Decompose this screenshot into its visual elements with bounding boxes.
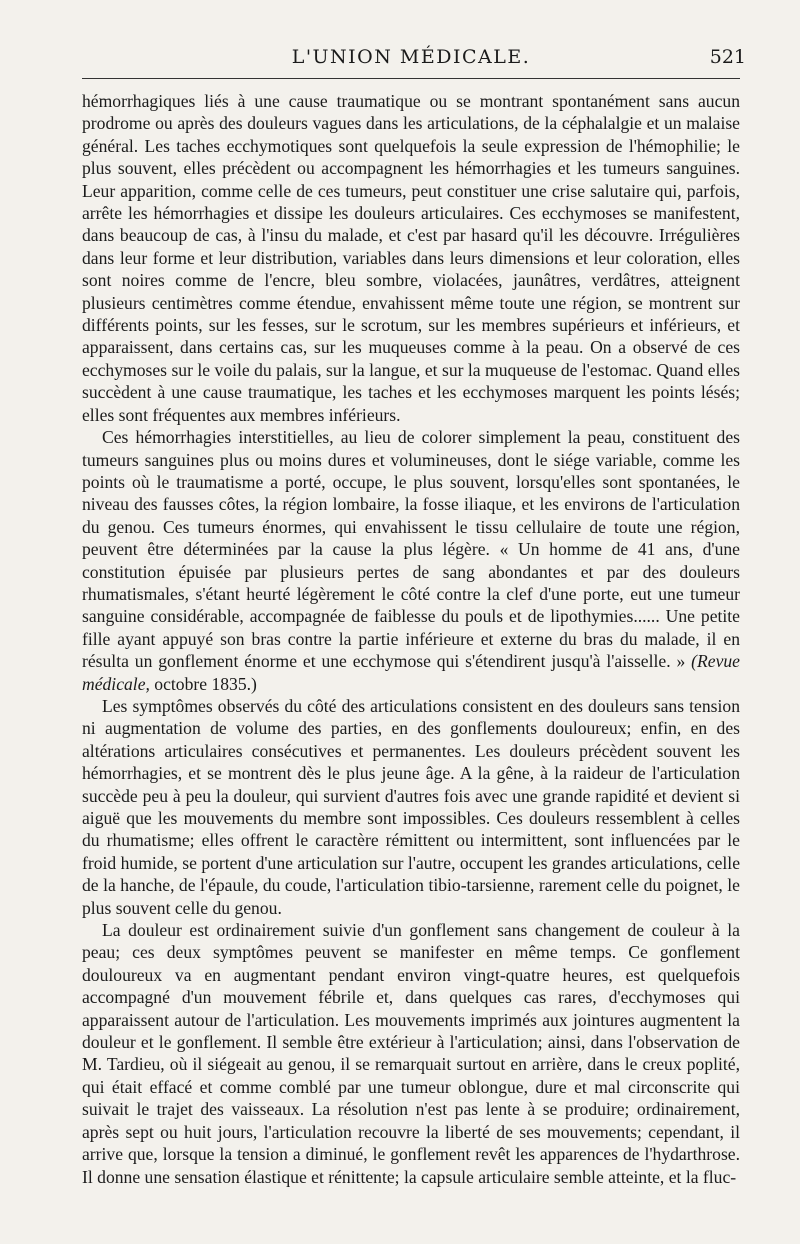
- body-text: [82, 90, 740, 1188]
- paragraph: [82, 695, 740, 919]
- paragraph: [82, 426, 740, 695]
- paragraph: [82, 90, 740, 426]
- paragraph-text: La douleur est ordinairement suivie d'un gonflement sans changement de couleur à la peau; ces deux symptômes peuvent se manifester en même temps. Ce gonflement douloureux va en augmentant pendant environ vingt-quatre heures, est quelquefois accompagné d'un mouvement fébrile et, dans quelques cas rares, d'ecchymoses qui apparaissent autour de l'articulation. Les mouvements imprimés aux jointures augmentent la douleur et le gonflement. Il semble être extérieur à l'articulation; ainsi, dans l'observation de M. Tardieu, où il siégeait au genou, il se remarquait surtout en arrière, dans le creux poplité, qui était effacé et comme comblé par une tumeur oblongue, dure et mal circonscrite qui suivait le trajet des vaisseaux. La résolution n'est pas lente à se produire; ordinairement, après sept ou huit jours, l'articulation recouvre la liberté de ses mouvements; cependant, il arrive que, lorsque la tension a diminué, le gonflement revêt les apparences de l'hydarthrose. Il donne une sensation élastique et rénittente; la capsule articulaire semble atteinte, et la fluc-: [82, 920, 740, 1187]
- running-head: [82, 0, 746, 72]
- citation-journal: (Revue médicale,: [82, 651, 740, 694]
- page-title: L'UNION MÉDICALE.: [291, 46, 531, 68]
- paragraph: [82, 919, 740, 1188]
- citation-date: octobre 1835.): [149, 673, 257, 694]
- page-number: 521: [709, 46, 746, 68]
- header-rule: [82, 78, 740, 79]
- paragraph-text: Ces hémorrhagies interstitielles, au lieu de colorer simplement la peau, constituent des tumeurs sanguines plus ou moins dures et volumineuses, dont le siége variable, comme les points où le traumatisme a porté, occupe, le plus souvent, lorsqu'elles sont spontanées, le niveau des fausses côtes, la région lombaire, la fosse iliaque, et les environs de l'articulation du genou. Ces tumeurs énormes, qui envahissent le tissu cellulaire de toute une région, peuvent être déterminées par la cause la plus légère. « Un homme de 41 ans, d'une constitution épuisée par plusieurs pertes de sang abondantes et par des douleurs rhumatismales, s'étant heurté légèrement le côté contre la clef d'une porte, eut une tumeur sanguine considérable, accompagnée de faiblesse du pouls et de lipothymies...... Une petite fille ayant appuyé son bras contre la partie inférieure et externe du bras du malade, il en résulta un gonflement énorme et une ecchymose qui s'étendirent jusqu'à l'aisselle. »: [82, 427, 740, 672]
- paragraph-text: Les symptômes observés du côté des articulations consistent en des douleurs sans tension ni augmentation de volume des parties, en des gonflements douloureux; enfin, en des altérations articulaires consécutives et permanentes. Les douleurs précèdent souvent les hémorrhagies, et se montrent dès le plus jeune âge. A la gêne, à la raideur de l'articulation succède peu à peu la douleur, qui survient d'autres fois avec une grande rapidité et devient si aiguë que les mouvements du membre sont impossibles. Ces douleurs ressemblent à celles du rhumatisme; elles offrent le caractère rémittent ou intermittent, sont influencées par le froid humide, se portent d'une articulation sur l'autre, occupent les grandes articulations, celle de la hanche, de l'épaule, du coude, l'articulation tibio-tarsienne, rarement celle du poignet, le plus souvent celle du genou.: [82, 695, 740, 918]
- paragraph-text: hémorrhagiques liés à une cause traumatique ou se montrant spontanément sans aucun prodrome ou après des douleurs vagues dans les articulations, de la céphalalgie et un malaise général. Les taches ecchymotiques sont quelquefois la seule expression de l'hémophilie; le plus souvent, elles précèdent ou accompagnent les hémorrhagies et les tumeurs sanguines. Leur apparition, comme celle de ces tumeurs, peut constituer une crise salutaire qui, parfois, arrête les hémorrhagies et dissipe les douleurs articulaires. Ces ecchymoses se manifestent, dans beaucoup de cas, à l'insu du malade, et c'est par hasard qu'il les découvre. Irrégulières dans leur forme et leur distribution, variables dans leurs dimensions et leur coloration, elles sont noires comme de l'encre, bleu sombre, violacées, jaunâtres, verdâtres, atteignent plusieurs centimètres comme étendue, envahissent même toute une région, se montrent sur différents points, sur les fesses, sur le scrotum, sur les membres supérieurs et inférieurs, et apparaissent, dans certains cas, sur les muqueuses comme à la peau. On a observé de ces ecchymoses sur le voile du palais, sur la langue, et sur la muqueuse de l'estomac. Quand elles succèdent à une cause traumatique, les taches et les ecchymoses marquent les points lésés; elles sont fréquentes aux membres inférieurs.: [82, 91, 740, 425]
